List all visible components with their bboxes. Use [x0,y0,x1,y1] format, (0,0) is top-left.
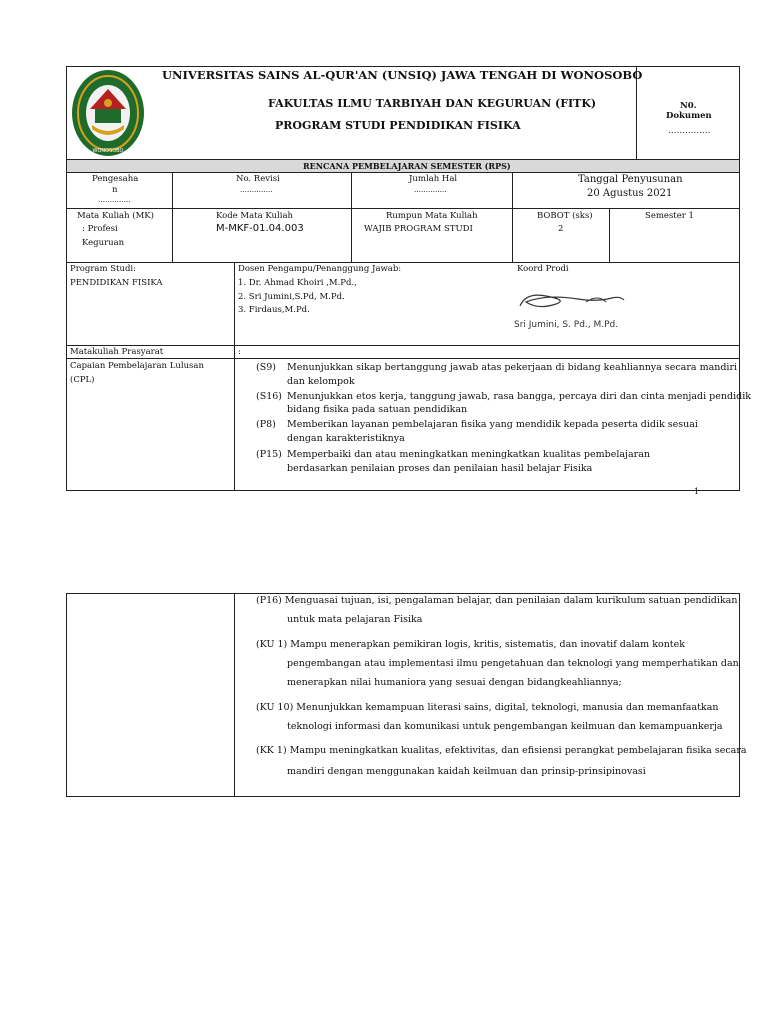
cpl-continued-line: (P16) Menguasai tujuan, isi, pengalaman belajar, dan penilaian dalam kurikulum satuan pendidikan [256,595,738,606]
rumpun-label: Rumpun Mata Kuliah [386,211,478,221]
prasyarat-label: Matakuliah Prasyarat [70,347,164,357]
faculty-name: FAKULTAS ILMU TARBIYAH DAN KEGURUAN (FITK) [268,97,597,110]
dosen-item: 1. Dr. Ahmad Khoiri ,M.Pd., [238,278,357,288]
mk-value: : Profesi [82,224,118,234]
program-name: PROGRAM STUDI PENDIDIKAN FISIKA [275,119,521,132]
doc-no-label: N0. [680,101,697,111]
kode-label: Kode Mata Kuliah [216,211,293,221]
jumlah-hal-label: Jumlah Hal [409,174,458,184]
pengesahan-value: ………….. [98,196,131,204]
pengesahan-label: Pengesaha [92,174,139,184]
university-name: UNIVERSITAS SAINS AL-QUR'AN (UNSIQ) JAWA TENGAH DI WONOSOBO [162,68,643,82]
cpl-continued-line: (KK 1) Mampu meningkatkan kualitas, efektivitas, dan efisiensi perangkat pembelajaran fisika secara [256,745,747,756]
doc-no-label-2: Dokumen [666,111,712,121]
rps-title: RENCANA PEMBELAJARAN SEMESTER (RPS) [303,161,511,171]
jumlah-hal-value: ………….. [414,186,447,194]
cpl-item-text: Menunjukkan sikap bertanggung jawab atas pekerjaan di bidang keahliannya secara mandiri [287,362,738,373]
cpl-item-text: Memberikan layanan pembelajaran fisika yang mendidik kepada peserta didik sesuai [287,419,698,430]
prodi-value: PENDIDIKAN FISIKA [70,278,163,288]
bobot-label: BOBOT (sks) [537,211,593,221]
tanggal-value: 20 Agustus 2021 [587,188,673,199]
dosen-item: 3. Firdaus,M.Pd. [238,305,310,315]
revisi-value: ………….. [240,186,273,194]
page-number: 1 [694,487,700,496]
semester: Semester 1 [645,211,694,221]
svg-text:WONOSOBO: WONOSOBO [92,148,124,154]
cpl-continued-line: (KU 1) Mampu menerapkan pemikiran logis, kritis, sistematis, dan inovatif dalam kontek [256,639,686,650]
cpl-continued-line: mandiri dengan menggunakan kaidah keilmuan dan prinsip-prinsipinovasi [287,766,646,777]
cpl-item-text: Menunjukkan etos kerja, tanggung jawab, rasa bangga, percaya diri dan cinta menjadi pendidik [287,391,752,402]
cpl-continued-line: pengembangan atau implementasi ilmu pengetahuan dan teknologi yang memperhatikan dan [287,658,739,669]
cpl-continued-line: (KU 10) Menunjukkan kemampuan literasi sains, digital, teknologi, manusia dan memanfaatkan [256,702,719,713]
cpl-continued-line: untuk mata pelajaran Fisika [287,614,423,625]
doc-no-value: …………… [668,126,711,136]
tanggal-label: Tanggal Penyusunan [578,174,683,185]
koord-prodi-label: Koord Prodi [517,264,569,274]
cpl-item-text: bidang fisika pada satuan pendidikan [287,404,468,415]
cpl-item-code: (S9) [256,362,276,373]
bobot-value: 2 [558,224,564,234]
cpl-item-text: berdasarkan penilaian proses dan penilaian hasil belajar Fisika [287,463,593,474]
dosen-item: 2. Sri Jumini,S.Pd, M.Pd. [238,292,345,302]
cpl-continued-line: menerapkan nilai humaniora yang sesuai dengan bidangkeahliannya; [287,677,622,688]
dosen-label: Dosen Pengampu/Penanggung Jawab: [238,264,402,274]
cpl-item-text: dengan karakteristiknya [287,433,405,444]
pengesahan-label-2: n [112,185,118,195]
cpl-item-code: (S16) [256,391,283,402]
kode-value: M-MKF-01.04.003 [216,223,304,234]
cpl-item-text: Memperbaiki dan atau meningkatkan meningkatkan kualitas pembelajaran [287,449,650,460]
rumpun-value: WAJIB PROGRAM STUDI [364,224,473,234]
mk-label: Mata Kuliah (MK) [77,211,154,221]
cpl-label-2: (CPL) [70,375,95,385]
prasyarat-value: : [238,347,241,357]
cpl-item-code: (P8) [256,419,276,430]
prodi-label: Program Studi: [70,264,136,274]
signature-image [516,290,626,314]
cpl-item-text: dan kelompok [287,376,355,387]
cpl-label: Capaian Pembelajaran Lulusan [70,361,204,371]
koord-prodi-name: Sri Jumini, S. Pd., M.Pd. [514,320,619,330]
cpl-continued-line: teknologi informasi dan komunikasi untuk pengembangan keilmuan dan kemampuankerja [287,721,723,732]
revisi-label: No. Revisi [236,174,280,184]
university-logo [68,67,148,159]
cpl-item-code: (P15) [256,449,282,460]
mk-value-2: Keguruan [82,238,125,248]
